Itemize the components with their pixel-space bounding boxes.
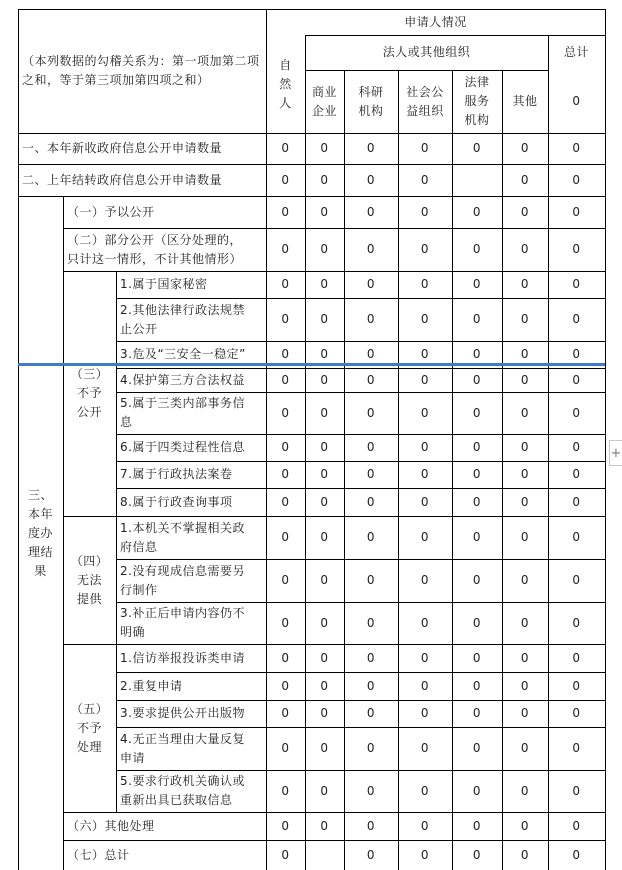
value-cell: 0 [572, 494, 581, 509]
table-border [116, 770, 606, 771]
table-border [266, 9, 267, 870]
row-label: 4.无正当理由大量反复 申请 [120, 731, 245, 765]
value-cell: 0 [420, 573, 430, 587]
value-cell: 0 [366, 494, 376, 509]
value-cell: 0 [572, 783, 581, 798]
table-border [116, 434, 606, 435]
row-label: 8.属于行政查询事项 [120, 494, 233, 509]
row-label: 3.要求提供公开出版物 [120, 706, 245, 720]
value-cell: 0 [281, 467, 290, 481]
value-cell: 0 [320, 573, 329, 587]
value-cell: 0 [472, 494, 482, 509]
row-label: 1.本机关不掌握相关政 府信息 [120, 520, 245, 554]
value-cell: 0 [572, 573, 581, 587]
value-cell: 0 [520, 405, 530, 420]
value-cell: 0 [572, 706, 581, 720]
value-cell: 0 [281, 204, 290, 219]
value-cell: 0 [366, 347, 376, 361]
value-cell [305, 840, 344, 870]
value-cell: 0 [472, 405, 482, 420]
value-cell: 0 [420, 172, 430, 187]
value-cell: 0 [420, 347, 430, 361]
value-cell: 0 [472, 847, 482, 862]
value-cell: 0 [281, 530, 290, 544]
table-border [63, 644, 606, 645]
row-label: 3.补正后申请内容仍不 明确 [120, 606, 245, 639]
table-border [305, 70, 549, 71]
table-border [18, 164, 606, 165]
table-border [116, 271, 117, 812]
table-border [452, 70, 453, 870]
row-label: 5.要求行政机关确认或 重新出具已获取信息 [120, 774, 245, 807]
value-cell: 0 [520, 494, 530, 509]
row-label: 4.保护第三方合法权益 [120, 372, 245, 387]
value-cell: 0 [520, 467, 530, 481]
table-border [305, 35, 306, 870]
row-label: 1.属于国家秘密 [120, 277, 208, 291]
value-cell: 0 [281, 706, 290, 720]
value-cell: 0 [420, 467, 430, 481]
value-cell: 0 [281, 141, 290, 155]
value-cell: 0 [520, 706, 530, 720]
value-cell: 0 [472, 204, 482, 219]
value-cell: 0 [520, 678, 530, 693]
value-cell: 0 [472, 741, 482, 755]
table-border [18, 196, 606, 197]
row-label: 3.危及“三安全一稳定” [120, 347, 246, 361]
value-cell: 0 [572, 312, 581, 326]
value-cell: 0 [572, 347, 581, 361]
value-cell: 0 [420, 204, 430, 219]
table-border [116, 488, 606, 489]
value-cell: 0 [520, 312, 530, 326]
header-other: 其他 [512, 94, 538, 108]
table-border [63, 196, 64, 870]
value-cell: 0 [320, 172, 329, 187]
value-cell: 0 [472, 312, 482, 326]
value-cell: 0 [472, 372, 482, 387]
value-cell: 0 [572, 741, 581, 755]
value-cell: 0 [281, 440, 290, 454]
group-label: （三） 不予 公开 [70, 367, 109, 419]
value-cell: 0 [520, 847, 530, 862]
value-cell: 0 [366, 573, 376, 587]
value-cell: 0 [320, 141, 329, 155]
row-label: 7.属于行政执法案卷 [120, 467, 233, 481]
row-label: 6.属于四类过程性信息 [120, 440, 245, 454]
value-cell: 0 [520, 783, 530, 798]
table-border [18, 9, 606, 10]
value-cell: 0 [320, 650, 329, 665]
table-border [116, 559, 606, 560]
group-label: 三、 本年 度办 理结 果 [27, 487, 53, 578]
value-cell: 0 [520, 242, 530, 256]
header-note: （本列数据的勾稽关系为：第一项加第二项之和，等于第三项加第四项之和） [22, 54, 260, 87]
value-cell: 0 [320, 242, 329, 256]
value-cell: 0 [281, 312, 290, 326]
value-cell: 0 [366, 372, 376, 387]
value-cell: 0 [420, 678, 430, 693]
value-cell: 0 [281, 783, 290, 798]
table-border [116, 700, 606, 701]
value-cell: 0 [320, 405, 329, 420]
value-cell: 0 [420, 494, 430, 509]
table-border [116, 392, 606, 393]
page-break-line [18, 363, 605, 366]
value-cell: 0 [472, 347, 482, 361]
add-column-handle[interactable]: + [609, 440, 622, 466]
table-border [344, 70, 345, 870]
value-cell: 0 [420, 615, 430, 630]
value-cell: 0 [281, 573, 290, 587]
value-cell: 0 [281, 372, 290, 387]
value-cell: 0 [320, 372, 329, 387]
value-cell: 0 [472, 530, 482, 544]
table-border [116, 461, 606, 462]
value-cell: 0 [281, 242, 290, 256]
row-label: 1.信访举报投诉类申请 [120, 650, 245, 665]
value-cell: 0 [572, 372, 581, 387]
value-cell: 0 [572, 847, 581, 862]
value-cell: 0 [281, 650, 290, 665]
header-social-welfare: 社会公 益组织 [406, 84, 444, 118]
value-cell: 0 [520, 573, 530, 587]
header-research: 科研 机构 [358, 84, 384, 118]
value-cell: 0 [366, 847, 376, 862]
value-cell: 0 [366, 615, 376, 630]
row-label: 2.重复申请 [120, 678, 183, 693]
value-cell: 0 [320, 678, 329, 693]
value-cell: 0 [320, 706, 329, 720]
value-cell: 0 [281, 741, 290, 755]
value-cell: 0 [366, 141, 376, 155]
table-border [502, 70, 503, 870]
value-cell: 0 [420, 405, 430, 420]
value-cell: 0 [366, 818, 376, 833]
header-legal-entities: 法人或其他组织 [382, 45, 471, 59]
value-cell: 0 [472, 242, 482, 256]
value-cell: 0 [320, 440, 329, 454]
value-cell: 0 [472, 141, 482, 155]
value-cell: 0 [572, 615, 581, 630]
value-cell: 0 [520, 650, 530, 665]
value-cell: 0 [366, 783, 376, 798]
table-border [116, 672, 606, 673]
value-cell: 0 [281, 615, 290, 630]
table-border [305, 35, 606, 36]
value-cell: 0 [320, 204, 329, 219]
value-cell: 0 [520, 440, 530, 454]
header-total-value: 0 [572, 94, 581, 108]
value-cell: 0 [281, 347, 290, 361]
value-cell: 0 [366, 312, 376, 326]
row-label: 2.其他法律行政法规禁 止公开 [120, 302, 245, 336]
value-cell: 0 [420, 440, 430, 454]
value-cell: 0 [281, 494, 290, 509]
value-cell: 0 [320, 818, 329, 833]
value-cell: 0 [572, 530, 581, 544]
value-cell: 0 [572, 440, 581, 454]
row-label: 二、上年结转政府信息公开申请数量 [22, 172, 223, 187]
value-cell: 0 [520, 277, 530, 291]
row-label: （六）其他处理 [67, 818, 155, 833]
value-cell: 0 [320, 615, 329, 630]
value-cell: 0 [472, 277, 482, 291]
value-cell: 0 [520, 615, 530, 630]
value-cell: 0 [281, 172, 290, 187]
value-cell: 0 [366, 650, 376, 665]
header-natural-person: 自 然 人 [279, 57, 292, 110]
row-label: （一）予以公开 [67, 204, 155, 219]
value-cell: 0 [520, 204, 530, 219]
table-border [18, 9, 19, 870]
value-cell: 0 [366, 440, 376, 454]
group-label: （四） 无法 提供 [70, 553, 109, 606]
value-cell: 0 [572, 141, 581, 155]
value-cell: 0 [420, 242, 430, 256]
row-label: 2.没有现成信息需要另 行制作 [120, 563, 245, 597]
value-cell: 0 [281, 818, 290, 833]
table-border [18, 133, 606, 134]
row-label: （七）总计 [67, 847, 130, 862]
value-cell: 0 [472, 678, 482, 693]
value-cell: 0 [572, 172, 581, 187]
value-cell: 0 [472, 650, 482, 665]
value-cell: 0 [281, 277, 290, 291]
value-cell: 0 [572, 467, 581, 481]
value-cell: 0 [366, 678, 376, 693]
value-cell: 0 [320, 783, 329, 798]
value-cell: 0 [281, 847, 290, 862]
row-label: 一、本年新收政府信息公开申请数量 [22, 141, 223, 155]
value-cell: 0 [472, 467, 482, 481]
value-cell: 0 [366, 204, 376, 219]
value-cell: 0 [281, 405, 290, 420]
value-cell: 0 [472, 706, 482, 720]
table-border [116, 727, 606, 728]
table-border [116, 368, 606, 369]
table-border [63, 840, 606, 841]
value-cell: 0 [420, 741, 430, 755]
value-cell: 0 [472, 818, 482, 833]
value-cell: 0 [472, 440, 482, 454]
row-label: 5.属于三类内部事务信 息 [120, 396, 245, 429]
value-cell: 0 [520, 741, 530, 755]
value-cell: 0 [320, 312, 329, 326]
value-cell: 0 [572, 650, 581, 665]
value-cell: 0 [572, 277, 581, 291]
value-cell: 0 [320, 467, 329, 481]
value-cell: 0 [572, 204, 581, 219]
value-cell: 0 [420, 372, 430, 387]
value-cell: 0 [420, 141, 430, 155]
value-cell: 0 [281, 678, 290, 693]
table-border [605, 9, 606, 870]
value-cell: 0 [320, 277, 329, 291]
table-border [63, 812, 606, 813]
value-cell: 0 [420, 706, 430, 720]
value-cell: 0 [366, 467, 376, 481]
value-cell: 0 [572, 678, 581, 693]
header-total: 总计 [563, 45, 589, 59]
value-cell: 0 [420, 650, 430, 665]
value-cell: 0 [572, 242, 581, 256]
row-label: （二）部分公开（区分处理的， 只计这一情形，不计其他情形） [67, 232, 243, 266]
value-cell: 0 [420, 277, 430, 291]
value-cell: 0 [366, 405, 376, 420]
value-cell: 0 [420, 312, 430, 326]
value-cell: 0 [366, 706, 376, 720]
group-label: （五） 不予 处理 [70, 701, 109, 754]
value-cell: 0 [320, 494, 329, 509]
header-legal-services: 法律 服务 机构 [464, 75, 490, 127]
value-cell: 0 [366, 277, 376, 291]
value-cell: 0 [366, 172, 376, 187]
value-cell: 0 [320, 741, 329, 755]
value-cell: 0 [320, 530, 329, 544]
value-cell: 0 [366, 741, 376, 755]
value-cell: 0 [420, 783, 430, 798]
table-border [63, 271, 606, 272]
value-cell: 0 [472, 783, 482, 798]
table-border [116, 298, 606, 299]
value-cell [452, 164, 502, 196]
value-cell: 0 [366, 530, 376, 544]
table-border [63, 228, 606, 229]
value-cell: 0 [420, 530, 430, 544]
value-cell: 0 [520, 172, 530, 187]
table-border [116, 341, 606, 342]
table-border [548, 35, 549, 870]
table-border [116, 602, 606, 603]
value-cell: 0 [520, 818, 530, 833]
value-cell: 0 [472, 573, 482, 587]
value-cell: 0 [420, 818, 430, 833]
value-cell: 0 [572, 818, 581, 833]
value-cell: 0 [520, 372, 530, 387]
value-cell: 0 [420, 847, 430, 862]
value-cell: 0 [366, 242, 376, 256]
header-applicant: 申请人情况 [404, 14, 467, 29]
value-cell: 0 [572, 405, 581, 420]
header-commercial: 商业 企业 [311, 84, 337, 118]
table-border [63, 516, 606, 517]
value-cell: 0 [472, 615, 482, 630]
value-cell: 0 [520, 530, 530, 544]
value-cell: 0 [320, 347, 329, 361]
value-cell: 0 [520, 141, 530, 155]
value-cell: 0 [520, 347, 530, 361]
table-border [398, 70, 399, 870]
